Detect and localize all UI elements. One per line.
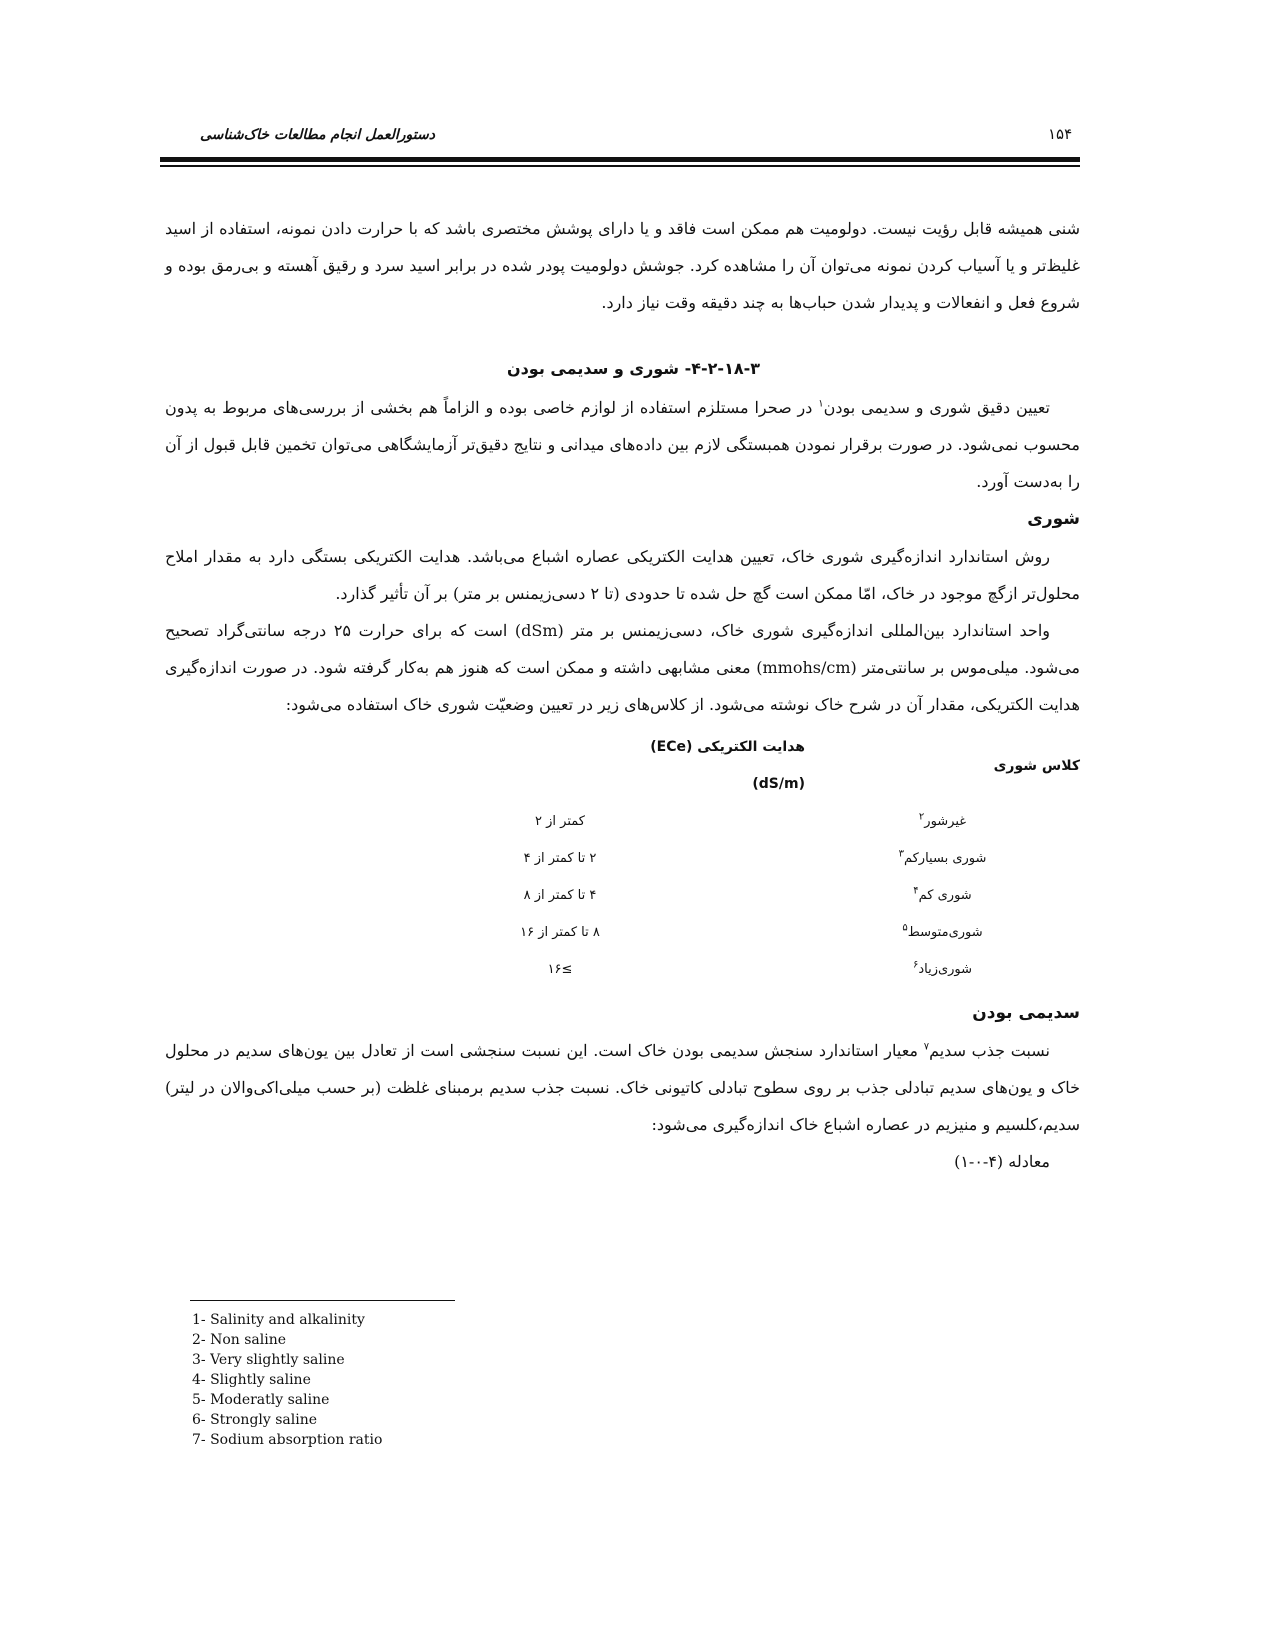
table-cell-ec: ۲ تا کمتر از ۴ [523, 851, 597, 866]
footnote-item: 6- Strongly saline [192, 1412, 318, 1428]
paragraph-intro [165, 389, 1080, 500]
table-cell-class: شوری کم$^۴$ [913, 885, 972, 903]
footnote-item: 2- Non saline [192, 1332, 287, 1348]
table-cell-class: شوری‌متوسط$^۵$ [902, 922, 983, 940]
paragraph-sodicity-start: نسبت جذب سدیم [929, 1041, 1050, 1060]
table-header-class: کلاس شوری [993, 757, 1080, 774]
table-cell-ec: ۸ تا کمتر از ۱۶ [520, 925, 600, 940]
table-header-ec-line1: هدایت الکتریکی (ECe) [650, 739, 805, 755]
footnote-item: 4- Slightly saline [192, 1372, 311, 1388]
table-cell-class: شوری‌زیاد$^۶$ [912, 959, 973, 977]
paragraph-intro-rest: در صحرا مستلزم استفاده از لوازم خاصی بوده و الزاماً هم بخشی از بررسی‌های مربوط به پدون محسوب نمی‌شود. در صورت برقرار نمودن همبستگی لازم بین داده‌های میدانی و نتایج دقیق‌تر آزمایشگاهی می‌توان تخمین قابل قبول از آن را به‌دست آورد. [165, 398, 1080, 491]
header-rule-thin [160, 165, 1080, 167]
subheading-sodicity: سدیمی بودن [972, 1003, 1080, 1023]
table-row [165, 914, 1080, 951]
footnote-item: 1- Salinity and alkalinity [192, 1312, 365, 1328]
table-cell-ec: ≥۱۶ [547, 962, 573, 977]
subheading-salinity: شوری [1027, 509, 1080, 529]
footnote-ref-7: ۷ [923, 1041, 930, 1053]
footnote-item: 3- Very slightly saline [192, 1352, 345, 1368]
page-number: ۱۵۴ [1048, 125, 1073, 143]
table-cell-ec: ۴ تا کمتر از ۸ [523, 888, 597, 903]
paragraph-dolomite: شنی همیشه قابل رؤیت نیست. دولومیت هم ممکن است فاقد و یا دارای پوشش مختصری باشد که با حرارت دادن نمونه، استفاده از اسید غلیظ‌تر و یا آسیاب کردن نمونه می‌توان آن را مشاهده کرد. جوشش دولومیت پودر شده در برابر اسید سرد و رقیق آهسته و بی‌رمق بوده و شروع فعل و انفعالات و پدیدار شدن حباب‌ها به چند دقیقه وقت نیاز دارد. [165, 219, 1080, 312]
paragraph-sodicity [165, 1032, 1080, 1143]
paragraph-salinity-unit: واحد استاندارد بین‌المللی اندازه‌گیری شوری خاک، دسی‌زیمنس بر متر (dSm) است که برای حرارت ۲۵ درجه سانتی‌گراد تصحیح می‌شود. میلی‌موس بر سانتی‌متر (mmohs/cm) معنی مشابهی داشته و ممکن است که هنوز هم به‌کار گرفته شود. در صورت اندازه‌گیری هدایت الکتریکی، مقدار آن در شرح خاک نوشته می‌شود. از کلاس‌های زیر در تعیین وضعیّت شوری خاک استفاده می‌شود: [165, 621, 1081, 714]
running-header-title: دستورالعمل انجام مطالعات خاک‌شناسی [200, 127, 435, 143]
salinity-class-table [165, 729, 1080, 988]
header-rule-thick [160, 157, 1080, 162]
section-heading: ۴-۲-۱۸-۳- شوری و سدیمی بودن [506, 359, 760, 378]
table-row [165, 840, 1080, 877]
footnotes [192, 1310, 382, 1450]
paragraph-sodicity-rest: معیار استاندارد سنجش سدیمی بودن خاک است. این نسبت سنجشی است از تعادل بین یون‌های سدیم در محلول خاک و یون‌های سدیم تبادلی جذب بر روی سطوح تبادلی کاتیونی خاک. نسبت جذب سدیم برمبنای غلظت (بر حسب میلی‌اکی‌والان در لیتر) سدیم،کلسیم و منیزیم در عصاره اشباع خاک اندازه‌گیری می‌شود: [165, 1041, 1080, 1134]
equation-label: معادله (۴-۰-۱) [954, 1152, 1050, 1171]
table-cell-class: شوری بسیارکم$^۳$ [898, 848, 987, 866]
paragraph-salinity-method: روش استاندارد اندازه‌گیری شوری خاک، تعیین هدایت الکتریکی عصاره اشباع می‌باشد. هدایت الکتریکی بستگی دارد به مقدار املاح محلول‌تر ازگچ موجود در خاک، امّا ممکن است گچ حل شده تا حدودی (تا ۲ دسی‌زیمنس بر متر) بر آن تأثیر گذارد. [165, 547, 1080, 603]
footnote-item: 7- Sodium absorption ratio [192, 1432, 383, 1448]
table-header-ec [165, 729, 805, 803]
table-header-row [165, 729, 1080, 803]
table-row [165, 803, 1080, 840]
footnote-separator [190, 1300, 455, 1301]
table-header-ec-line2: (dS/m) [752, 776, 805, 792]
main-content [165, 210, 1080, 1180]
footnote-item: 5- Moderatly saline [192, 1392, 330, 1408]
footnote-ref-1: ۱ [818, 398, 824, 410]
paragraph-intro-start: تعیین دقیق شوری و سدیمی بودن [823, 398, 1051, 417]
table-row [165, 951, 1080, 988]
table-row [165, 877, 1080, 914]
table-cell-class: غیرشور$^۲$ [918, 811, 967, 829]
table-cell-ec: کمتر از ۲ [535, 814, 585, 829]
